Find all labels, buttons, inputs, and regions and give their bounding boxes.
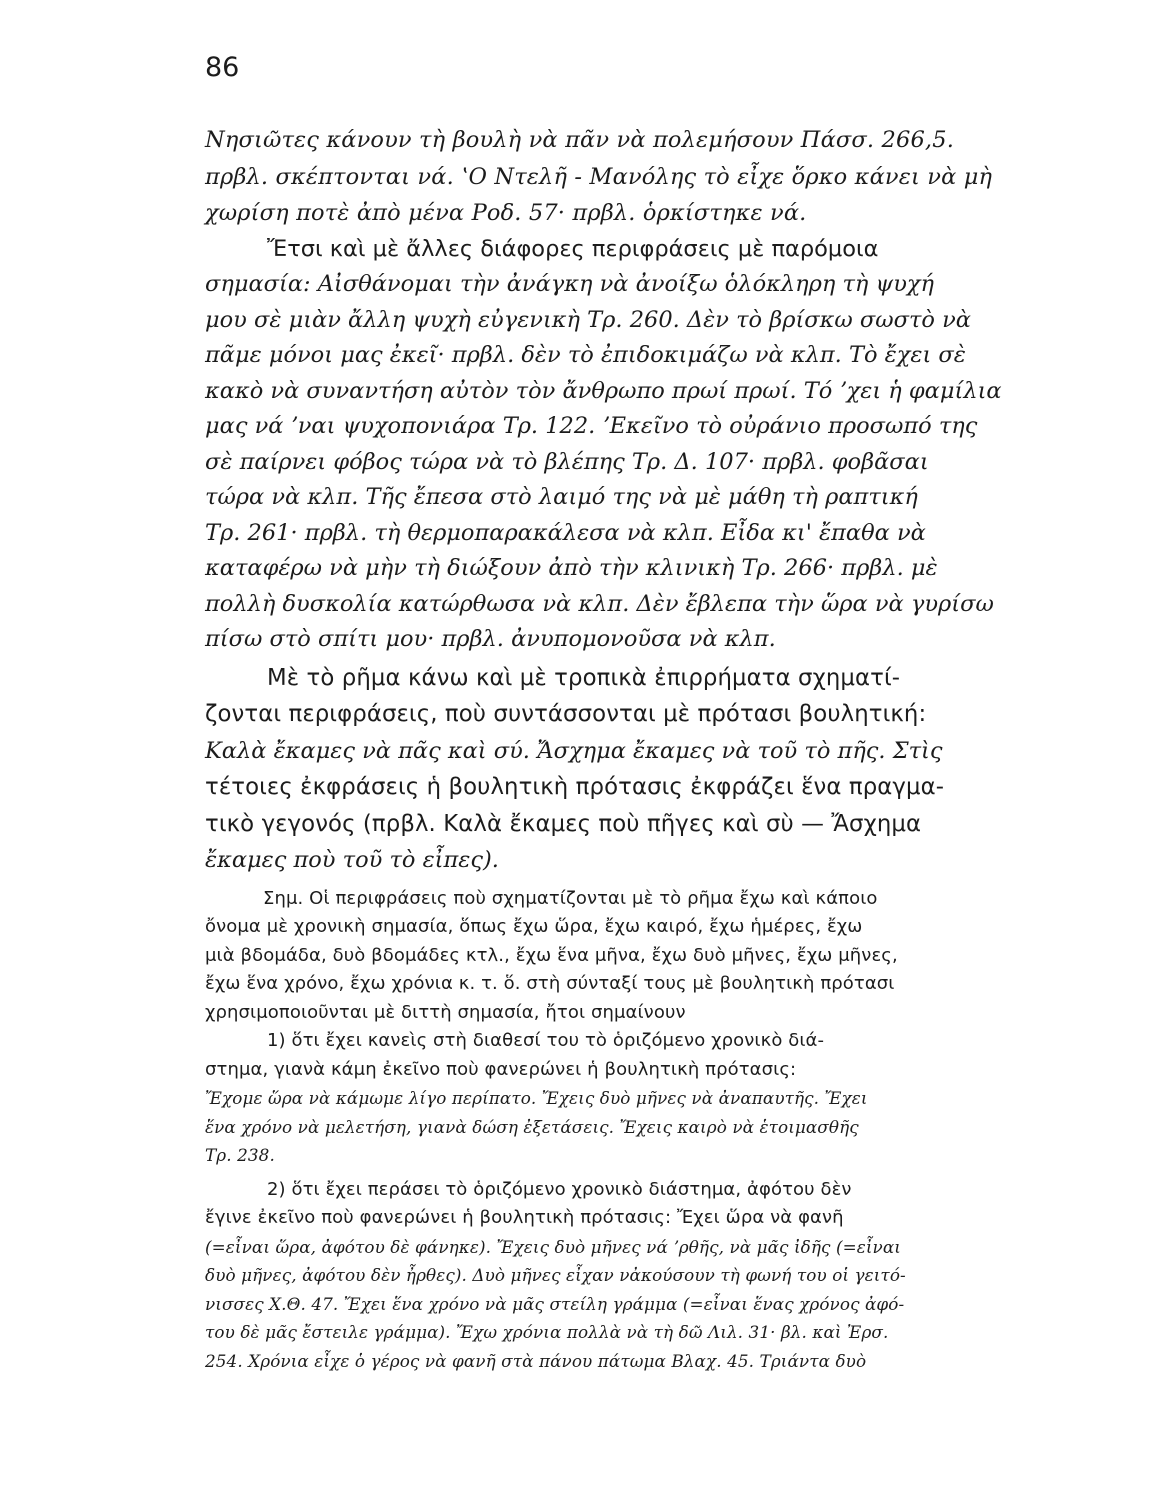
text-line: ἕνα χρόνο νὰ μελετήση, γιανὰ δώση ἐξετάσεις. Ἔχεις καιρὸ νὰ ἑτοιμασθῆς xyxy=(205,1116,859,1137)
text-line: Σημ. Οἱ περιφράσεις ποὺ σχηματίζονται μὲ τὸ ρῆμα ἔχω καὶ κάποιο xyxy=(263,887,878,909)
page-number: 86 xyxy=(205,52,240,83)
text-line: 254. Χρόνια εἶχε ὁ γέρος νὰ φανῆ στὰ πάνου πάτωμα Βλαχ. 45. Τριάντα δυὸ xyxy=(205,1350,867,1371)
text-line: 1) ὅτι ἔχει κανεὶς στὴ διαθεσί του τὸ ὁριζόμενο χρονικὸ διά- xyxy=(267,1030,825,1052)
text-line: Τρ. 238. xyxy=(205,1145,275,1166)
text-line: μας νά ʼναι ψυχοπονιάρα Τρ. 122. ʼΕκεῖνο τὸ οὐράνιο προσωπό της xyxy=(205,413,978,440)
text-line: καταφέρω νὰ μὴν τὴ διώξουν ἀπὸ τὴν κλινικὴ Τρ. 266· πρβλ. μὲ xyxy=(205,555,938,582)
text-line: τέτοιες ἐκφράσεις ἡ βουλητικὴ πρότασις ἐκφράζει ἕνα πραγμα- xyxy=(205,774,945,801)
text-line: μιὰ βδομάδα, δυὸ βδομάδες κτλ., ἔχω ἕνα μῆνα, ἔχω δυὸ μῆνες, ἔχω μῆνες, xyxy=(205,944,898,966)
text-line: δυὸ μῆνες, ἀφότου δὲν ἦρθες). Δυὸ μῆνες εἶχαν νἀκούσουν τὴ φωνή του οἱ γειτό- xyxy=(205,1265,906,1286)
note-section xyxy=(205,885,1020,1376)
text-line: ζονται περιφράσεις, ποὺ συντάσσονται μὲ πρότασι βουλητική: xyxy=(205,701,927,728)
page-body xyxy=(205,122,1020,1375)
text-line: νισσες Χ.Θ. 47. Ἔχει ἕνα χρόνο νὰ μᾶς στείλη γράμμα (=εἶναι ἕνας χρόνος ἀφό- xyxy=(205,1293,905,1314)
text-line: Μὲ τὸ ρῆμα κάνω καὶ μὲ τροπικὰ ἐπιρρήματα σχηματί- xyxy=(267,664,901,691)
text-line: χρησιμοποιοῦνται μὲ διττὴ σημασία, ἤτοι σημαίνουν xyxy=(205,1001,686,1023)
text-line: Τρ. 261· πρβλ. τὴ θερμοπαρακάλεσα νὰ κλπ. Εἶδα κι' ἔπαθα νὰ xyxy=(205,519,926,546)
text-line: του δὲ μᾶς ἔστειλε γράμμα). Ἔχω χρόνια πολλὰ νὰ τὴ δῶ Λιλ. 31· βλ. καὶ Ἐρσ. xyxy=(205,1322,889,1343)
text-line: (=εἶναι ὥρα, ἀφότου δὲ φάνηκε). Ἔχεις δυὸ μῆνες νά ʼρθῆς, νὰ μᾶς ἰδῆς (=εἶναι xyxy=(205,1236,901,1257)
text-line: πρβλ. σκέπτονται νά. ʽΟ Ντελῆ - Μανόλης τὸ εἶχε ὅρκο κάνει νὰ μὴ xyxy=(205,163,993,190)
text-line: σὲ παίρνει φόβος τώρα νὰ τὸ βλέπης Τρ. Δ. 107· πρβλ. φοβᾶσαι xyxy=(205,448,929,475)
paragraph-etsi xyxy=(205,232,1020,658)
text-line: 2) ὅτι ἔχει περάσει τὸ ὁριζόμενο χρονικὸ διάστημα, ἀφότου δὲν xyxy=(267,1178,852,1200)
text-line: πᾶμε μόνοι μας ἐκεῖ· πρβλ. δὲν τὸ ἐπιδοκιμάζω νὰ κλπ. Τὸ ἔχει σὲ xyxy=(205,342,966,369)
text-line: ἔκαμες ποὺ τοῦ τὸ εἶπες). xyxy=(205,847,499,874)
text-line: πίσω στὸ σπίτι μου· πρβλ. ἀνυπομονοῦσα νὰ κλπ. xyxy=(205,626,776,653)
text-line: χωρίση ποτὲ ἀπὸ μένα Ροδ. 57· πρβλ. ὁρκίστηκε νά. xyxy=(205,200,807,227)
paragraph-kano xyxy=(205,660,1020,879)
text-line: Καλὰ ἔκαμες νὰ πᾶς καὶ σύ. Ἄσχημα ἔκαμες νὰ τοῦ τὸ πῆς. Στὶς xyxy=(205,737,943,764)
text-line: Ἔτσι καὶ μὲ ἄλλες διάφορες περιφράσεις μὲ παρόμοια xyxy=(267,235,879,262)
text-line: μου σὲ μιὰν ἄλλη ψυχὴ εὐγενικὴ Τρ. 260. Δὲν τὸ βρίσκω σωστὸ νὰ xyxy=(205,306,971,333)
text-line: τικὸ γεγονός (πρβλ. Καλὰ ἔκαμες ποὺ πῆγες καὶ σὺ — Ἄσχημα xyxy=(205,810,922,837)
text-line: Ἔχομε ὥρα νὰ κάμωμε λίγο περίπατο. Ἔχεις δυὸ μῆνες νὰ ἀναπαυτῆς. Ἔχει xyxy=(205,1088,868,1109)
text-line: Νησιῶτες κάνουν τὴ βουλὴ νὰ πᾶν νὰ πολεμήσουν Πάσσ. 266,5. xyxy=(205,127,955,153)
text-line: σημασία: Αἰσθάνομαι τὴν ἀνάγκη νὰ ἀνοίξω ὁλόκληρη τὴ ψυχή xyxy=(205,271,934,298)
text-line: τώρα νὰ κλπ. Τῆς ἔπεσα στὸ λαιμό της νὰ μὲ μάθη τὴ ραπτική xyxy=(205,484,918,511)
paragraph-intro xyxy=(205,122,1020,232)
text-line: ὄνομα μὲ χρονικὴ σημασία, ὅπως ἔχω ὥρα, ἔχω καιρό, ἔχω ἡμέρες, ἔχω xyxy=(205,916,863,938)
text-line: ἔχω ἕνα χρόνο, ἔχω χρόνια κ. τ. ὅ. στὴ σύνταξί τους μὲ βουλητικὴ πρότασι xyxy=(205,973,895,995)
text-line: κακὸ νὰ συναντήση αὐτὸν τὸν ἄνθρωπο πρωί πρωί. Τό ʼχει ἡ φαμίλια xyxy=(205,377,1002,404)
text-line: πολλὴ δυσκολία κατώρθωσα νὰ κλπ. Δὲν ἔβλεπα τὴν ὥρα νὰ γυρίσω xyxy=(205,590,994,617)
text-line: στημα, γιανὰ κάμη ἐκεῖνο ποὺ φανερώνει ἡ βουλητικὴ πρότασις: xyxy=(205,1058,797,1080)
text-line: ἔγινε ἐκεῖνο ποὺ φανερώνει ἡ βουλητικὴ πρότασις: Ἔχει ὥρα νὰ φανῆ xyxy=(205,1207,844,1229)
